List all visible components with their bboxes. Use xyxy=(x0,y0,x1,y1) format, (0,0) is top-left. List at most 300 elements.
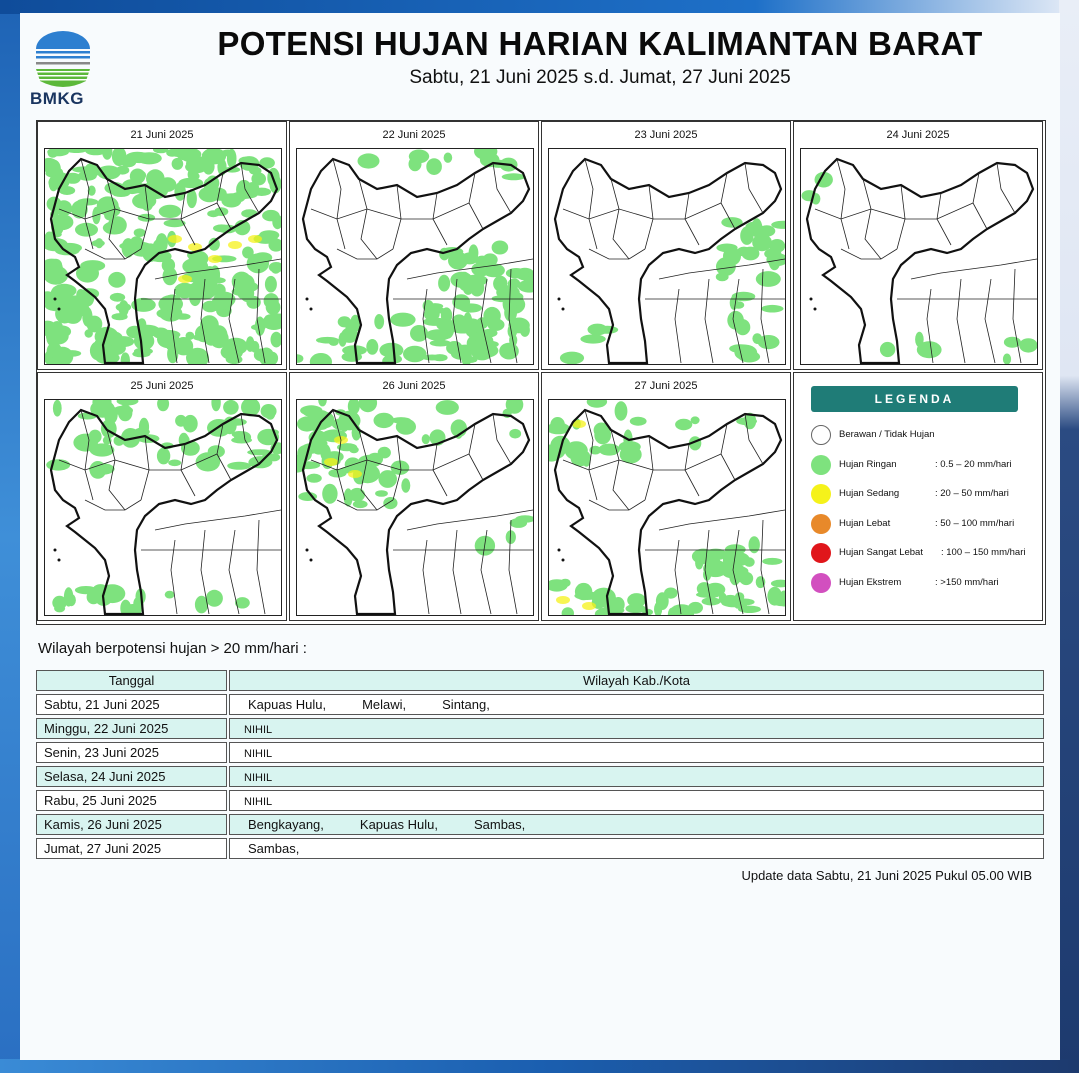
rain-map xyxy=(44,399,282,616)
rain-map xyxy=(548,399,786,616)
moderate-rain-patch xyxy=(556,596,570,604)
rain-patch xyxy=(915,332,924,347)
rain-patch xyxy=(53,400,62,417)
legend-swatch xyxy=(811,455,831,475)
region-name: Kapuas Hulu, xyxy=(248,697,327,712)
rain-patch xyxy=(206,590,223,607)
rain-patch xyxy=(112,190,130,197)
rain-patch xyxy=(60,290,73,310)
rain-patch xyxy=(492,241,509,255)
island-marker xyxy=(562,559,565,562)
rain-patch xyxy=(206,277,226,284)
rain-patch xyxy=(159,205,182,218)
rain-patch xyxy=(117,400,139,406)
rain-map-svg xyxy=(801,149,1037,364)
rain-patch xyxy=(366,339,378,355)
rain-patch xyxy=(630,417,647,426)
rain-patch xyxy=(339,332,347,346)
rain-patches xyxy=(802,172,1038,364)
rain-patch xyxy=(745,222,762,232)
rain-patch xyxy=(439,248,449,261)
moderate-rain-patch xyxy=(324,458,338,466)
rain-patch xyxy=(193,334,209,341)
legend-name: Hujan Lebat xyxy=(839,518,891,529)
rain-map xyxy=(296,399,534,616)
table-cell-date: Selasa, 24 Juni 2025 xyxy=(36,766,227,787)
rain-patch xyxy=(73,434,98,452)
table-row xyxy=(36,766,1044,790)
map-date-label: 26 Juni 2025 xyxy=(382,380,446,392)
island-marker xyxy=(54,549,57,552)
district-boundary xyxy=(973,173,987,229)
region-name: Melawi, xyxy=(362,697,407,712)
district-boundary xyxy=(957,279,965,363)
rain-patch xyxy=(375,490,388,497)
table-row xyxy=(36,718,1044,742)
rain-map-svg xyxy=(297,149,533,364)
rain-patch xyxy=(675,419,692,430)
rain-map xyxy=(296,148,534,365)
rain-patch xyxy=(599,444,620,456)
rain-patch xyxy=(322,484,337,504)
rain-patches xyxy=(560,217,785,364)
district-boundary xyxy=(659,510,785,530)
table-cell-regions xyxy=(229,838,1044,859)
rain-patch xyxy=(138,214,155,222)
rain-patch xyxy=(771,580,785,588)
rain-patch xyxy=(249,167,261,175)
rain-patch xyxy=(271,332,282,348)
update-note: Update data Sabtu, 21 Juni 2025 Pukul 05.00 WIB xyxy=(741,868,1032,883)
legend-range: : 20 – 50 mm/hari xyxy=(935,488,1009,499)
rain-patch xyxy=(113,406,133,415)
island-marker xyxy=(58,308,61,311)
rain-patch xyxy=(560,352,584,364)
moderate-rain-patch xyxy=(348,470,362,478)
rain-patch xyxy=(695,557,703,570)
logo-text: BMKG xyxy=(30,89,84,108)
rain-patch xyxy=(265,276,277,293)
district-boundary xyxy=(985,279,995,363)
rain-patch xyxy=(172,158,184,170)
rain-patch xyxy=(396,419,416,435)
district-boundary xyxy=(493,414,511,464)
rain-patch xyxy=(349,446,359,453)
table-row xyxy=(36,790,1044,814)
rain-patch xyxy=(75,586,97,594)
rain-patch xyxy=(423,318,448,326)
district-boundary xyxy=(563,203,721,219)
rain-patch xyxy=(723,247,741,265)
district-boundary xyxy=(589,249,645,259)
legend-name: Hujan Ringan xyxy=(839,459,897,470)
district-boundary xyxy=(745,163,763,213)
table-cell-regions xyxy=(229,694,1044,715)
region-name: NIHIL xyxy=(244,796,273,808)
table-cell-regions xyxy=(229,742,1044,763)
rain-patch xyxy=(54,168,63,176)
rain-patch xyxy=(691,416,700,424)
region-name: Sintang, xyxy=(442,697,490,712)
rain-patch xyxy=(232,287,250,296)
rain-patch xyxy=(756,271,781,287)
district-boundary xyxy=(333,159,345,249)
island-marker xyxy=(558,298,561,301)
legend-item xyxy=(811,455,1041,477)
moderate-rain-patch xyxy=(248,235,262,243)
rain-patch xyxy=(749,536,760,553)
rain-patch xyxy=(97,196,119,215)
rain-patch xyxy=(168,460,181,467)
legend-range: : 100 – 150 mm/hari xyxy=(941,547,1026,558)
rain-patch xyxy=(246,336,255,352)
rain-patch xyxy=(509,429,521,439)
rain-patch xyxy=(359,400,377,412)
rain-patch xyxy=(502,173,526,180)
rain-patch xyxy=(627,593,646,607)
rain-patch xyxy=(358,153,380,168)
background-decoration-top xyxy=(0,0,1079,14)
legend-title: LEGENDA xyxy=(811,386,1018,412)
rain-patch xyxy=(401,478,410,493)
region-name: Bengkayang, xyxy=(248,817,324,832)
rain-patch xyxy=(318,400,327,406)
rain-patch xyxy=(247,253,269,273)
rain-patch xyxy=(761,305,783,313)
rain-patch xyxy=(147,245,156,253)
district-boundary xyxy=(81,410,93,500)
district-boundary xyxy=(85,500,141,510)
table-cell-regions xyxy=(229,790,1044,811)
rain-patch xyxy=(46,328,69,345)
rain-patch xyxy=(157,400,169,411)
rain-patches xyxy=(297,149,533,364)
map-date-label: 25 Juni 2025 xyxy=(130,380,194,392)
island-marker xyxy=(310,308,313,311)
legend-swatch xyxy=(811,484,831,504)
background-decoration-right xyxy=(1059,0,1079,1073)
legend-swatch xyxy=(811,573,831,593)
map-date-label: 27 Juni 2025 xyxy=(634,380,698,392)
rain-patch xyxy=(349,488,365,502)
rain-patch xyxy=(1004,337,1021,348)
map-date-label: 24 Juni 2025 xyxy=(886,129,950,141)
rain-patch xyxy=(432,354,447,361)
rain-patch xyxy=(164,219,186,227)
rain-patch xyxy=(345,323,359,332)
district-boundary xyxy=(937,193,951,245)
rain-patch xyxy=(1019,338,1037,352)
region-name: Sambas, xyxy=(248,841,300,856)
rain-map-svg xyxy=(549,149,785,364)
island-marker xyxy=(306,549,309,552)
rain-patch xyxy=(227,462,251,470)
rain-patch xyxy=(475,256,489,266)
district-boundary xyxy=(423,540,429,614)
legend-panel xyxy=(793,372,1043,621)
island-marker xyxy=(810,298,813,301)
map-panel-26 xyxy=(289,372,539,621)
map-panel-23 xyxy=(541,121,791,370)
rain-patch xyxy=(64,587,73,606)
rain-patch xyxy=(211,300,221,311)
rain-patch xyxy=(165,591,175,599)
district-boundary xyxy=(585,159,597,249)
rain-patch xyxy=(438,275,450,292)
regions-table xyxy=(36,670,1044,862)
legend-item xyxy=(811,514,1041,536)
rain-patch xyxy=(719,272,727,280)
page-title: POTENSI HUJAN HARIAN KALIMANTAN BARAT xyxy=(217,25,983,62)
district-boundary xyxy=(171,540,177,614)
rain-patch xyxy=(92,240,105,247)
rain-patch xyxy=(234,431,251,443)
map-panel-24 xyxy=(793,121,1043,370)
table-row xyxy=(36,838,1044,862)
column-header-date: Tanggal xyxy=(36,670,227,691)
rain-patch xyxy=(463,281,474,295)
island-marker xyxy=(562,308,565,311)
moderate-rain-patch xyxy=(168,235,182,243)
rain-patch xyxy=(732,292,756,302)
table-cell-regions xyxy=(229,814,1044,835)
legend-swatch xyxy=(811,514,831,534)
rain-patch xyxy=(508,318,529,334)
island-marker xyxy=(58,559,61,562)
section-label: Wilayah berpotensi hujan > 20 mm/hari : xyxy=(38,640,307,657)
rain-map-svg xyxy=(297,400,533,615)
rain-patch xyxy=(519,270,530,280)
rain-patch xyxy=(703,569,711,581)
island-marker xyxy=(310,559,313,562)
rain-patch xyxy=(266,300,281,315)
district-boundary xyxy=(611,179,629,259)
rain-patch xyxy=(696,592,721,598)
rain-patch xyxy=(46,459,70,470)
rain-patch xyxy=(157,448,170,465)
island-marker xyxy=(558,549,561,552)
rain-patch xyxy=(444,153,453,163)
rain-patch xyxy=(446,341,462,355)
rain-patch xyxy=(183,415,198,433)
region-name: NIHIL xyxy=(244,748,273,760)
moderate-rain-patch xyxy=(178,275,192,283)
rain-patch xyxy=(436,400,459,415)
moderate-rain-patch xyxy=(208,255,222,263)
table-row xyxy=(36,814,1044,838)
legend-range: : >150 mm/hari xyxy=(935,577,999,588)
map-panel-27 xyxy=(541,372,791,621)
rain-patch xyxy=(221,150,236,157)
map-panel-21 xyxy=(37,121,287,370)
rain-patch xyxy=(246,296,260,309)
region-name: Kapuas Hulu, xyxy=(359,817,438,832)
table-cell-date: Jumat, 27 Juni 2025 xyxy=(36,838,227,859)
legend-item xyxy=(811,484,1041,506)
legend-swatch xyxy=(811,543,831,563)
district-boundary xyxy=(705,279,713,363)
rain-patch xyxy=(137,152,162,164)
rain-patch xyxy=(390,313,415,327)
rain-patch xyxy=(580,334,605,343)
rain-patch xyxy=(157,330,179,348)
legend-range: : 0.5 – 20 mm/hari xyxy=(935,459,1012,470)
rain-patch xyxy=(139,418,149,436)
map-panel-25 xyxy=(37,372,287,621)
table-cell-date: Rabu, 25 Juni 2025 xyxy=(36,790,227,811)
rain-patch xyxy=(426,158,442,175)
map-date-label: 21 Juni 2025 xyxy=(130,129,194,141)
region-name: NIHIL xyxy=(244,724,273,736)
rain-patch xyxy=(742,247,760,261)
district-boundary xyxy=(155,510,281,530)
rain-patch xyxy=(496,285,520,299)
rain-patch xyxy=(53,349,63,364)
rain-patch xyxy=(207,210,219,217)
rain-patch xyxy=(132,193,156,209)
district-boundary xyxy=(589,500,645,510)
rain-patch xyxy=(459,303,482,312)
rain-patch xyxy=(116,166,130,175)
district-boundary xyxy=(841,249,897,259)
rain-patch xyxy=(116,303,131,312)
table-cell-date: Sabtu, 21 Juni 2025 xyxy=(36,694,227,715)
district-boundary xyxy=(311,203,469,219)
rain-patch xyxy=(112,313,128,320)
page-subtitle: Sabtu, 21 Juni 2025 s.d. Jumat, 27 Juni 2025 xyxy=(409,67,791,88)
table-header-row xyxy=(36,670,1044,694)
rain-patch xyxy=(612,597,625,612)
rain-patch xyxy=(134,228,146,237)
table-cell-date: Minggu, 22 Juni 2025 xyxy=(36,718,227,739)
table-row xyxy=(36,694,1044,718)
rain-patch xyxy=(166,149,178,157)
rain-patch xyxy=(223,400,239,415)
legend-swatch xyxy=(811,425,831,445)
rain-patch xyxy=(596,326,618,334)
rain-patch xyxy=(210,329,229,348)
rain-patch xyxy=(80,260,105,271)
region-name: NIHIL xyxy=(244,772,273,784)
rain-map-svg xyxy=(45,400,281,615)
legend-item xyxy=(811,573,1041,595)
rain-patch xyxy=(261,404,277,418)
district-boundary xyxy=(469,173,483,229)
district-boundary xyxy=(469,424,483,480)
rain-map-svg xyxy=(549,400,785,615)
district-boundary xyxy=(675,540,681,614)
rain-patch xyxy=(310,353,332,364)
rain-patch xyxy=(461,318,483,333)
rain-map-svg xyxy=(45,149,281,364)
rain-patches xyxy=(549,400,785,615)
forecast-card xyxy=(20,13,1060,1060)
rain-patch xyxy=(119,242,137,249)
district-boundary xyxy=(685,193,699,245)
legend-name: Hujan Sedang xyxy=(839,488,900,499)
rain-map xyxy=(44,148,282,365)
map-date-label: 23 Juni 2025 xyxy=(634,129,698,141)
rain-patches xyxy=(46,400,281,615)
rain-patch xyxy=(146,169,165,187)
rain-patch xyxy=(108,272,125,288)
district-boundary xyxy=(911,259,1037,279)
rain-map xyxy=(800,148,1038,365)
rain-patch xyxy=(306,474,321,483)
district-boundary xyxy=(433,444,447,496)
table-cell-date: Kamis, 26 Juni 2025 xyxy=(36,814,227,835)
rain-patch xyxy=(329,338,339,346)
rain-patch xyxy=(448,252,468,270)
rain-patch xyxy=(562,607,574,615)
rain-patch xyxy=(304,410,327,417)
district-boundary xyxy=(433,193,447,245)
rain-patch xyxy=(378,470,397,488)
background-decoration-bottom xyxy=(0,1059,1079,1073)
rain-patch xyxy=(271,265,281,274)
rain-patch xyxy=(374,314,384,329)
rain-patch xyxy=(54,605,65,613)
district-boundary xyxy=(337,249,393,259)
table-cell-regions xyxy=(229,766,1044,787)
rain-patches xyxy=(45,149,281,364)
legend-range: : 50 – 100 mm/hari xyxy=(935,518,1015,529)
rain-patch xyxy=(664,588,678,599)
table-cell-regions xyxy=(229,718,1044,739)
legend-name: Hujan Sangat Lebat xyxy=(839,547,923,558)
region-name: Sambas, xyxy=(473,817,526,832)
rain-patch xyxy=(518,280,533,293)
rain-patch xyxy=(130,169,146,184)
rain-patch xyxy=(426,329,452,340)
rain-patch xyxy=(353,500,368,508)
district-boundary xyxy=(675,289,681,363)
rain-patch xyxy=(1003,354,1011,365)
table-cell-date: Senin, 23 Juni 2025 xyxy=(36,742,227,763)
rain-patch xyxy=(587,400,607,408)
legend-name: Berawan / Tidak Hujan xyxy=(839,429,935,440)
district-boundary xyxy=(721,424,735,480)
rain-patch xyxy=(510,518,527,528)
island-marker xyxy=(814,308,817,311)
rain-patch xyxy=(403,346,427,362)
rain-patch xyxy=(383,497,397,509)
rain-patch xyxy=(727,311,744,330)
moderate-rain-patch xyxy=(582,602,596,610)
rain-patches xyxy=(297,400,533,556)
district-boundary xyxy=(837,159,849,249)
district-boundary xyxy=(257,520,265,614)
rain-patch xyxy=(762,558,782,565)
rain-patch xyxy=(297,354,303,363)
rain-patch xyxy=(615,401,628,421)
rain-patch xyxy=(211,400,220,411)
rain-patch xyxy=(758,335,780,349)
district-boundary xyxy=(815,203,973,219)
rain-patch xyxy=(550,417,565,432)
rain-patch xyxy=(483,307,500,325)
legend-item xyxy=(811,543,1041,565)
rain-patch xyxy=(252,188,271,196)
rain-map xyxy=(548,148,786,365)
maps-grid xyxy=(36,120,1046,625)
rain-patch xyxy=(85,329,93,337)
map-date-label: 22 Juni 2025 xyxy=(382,129,446,141)
table-row xyxy=(36,742,1044,766)
district-boundary xyxy=(863,179,881,259)
district-boundary xyxy=(685,444,699,496)
legend-item xyxy=(811,425,1041,447)
